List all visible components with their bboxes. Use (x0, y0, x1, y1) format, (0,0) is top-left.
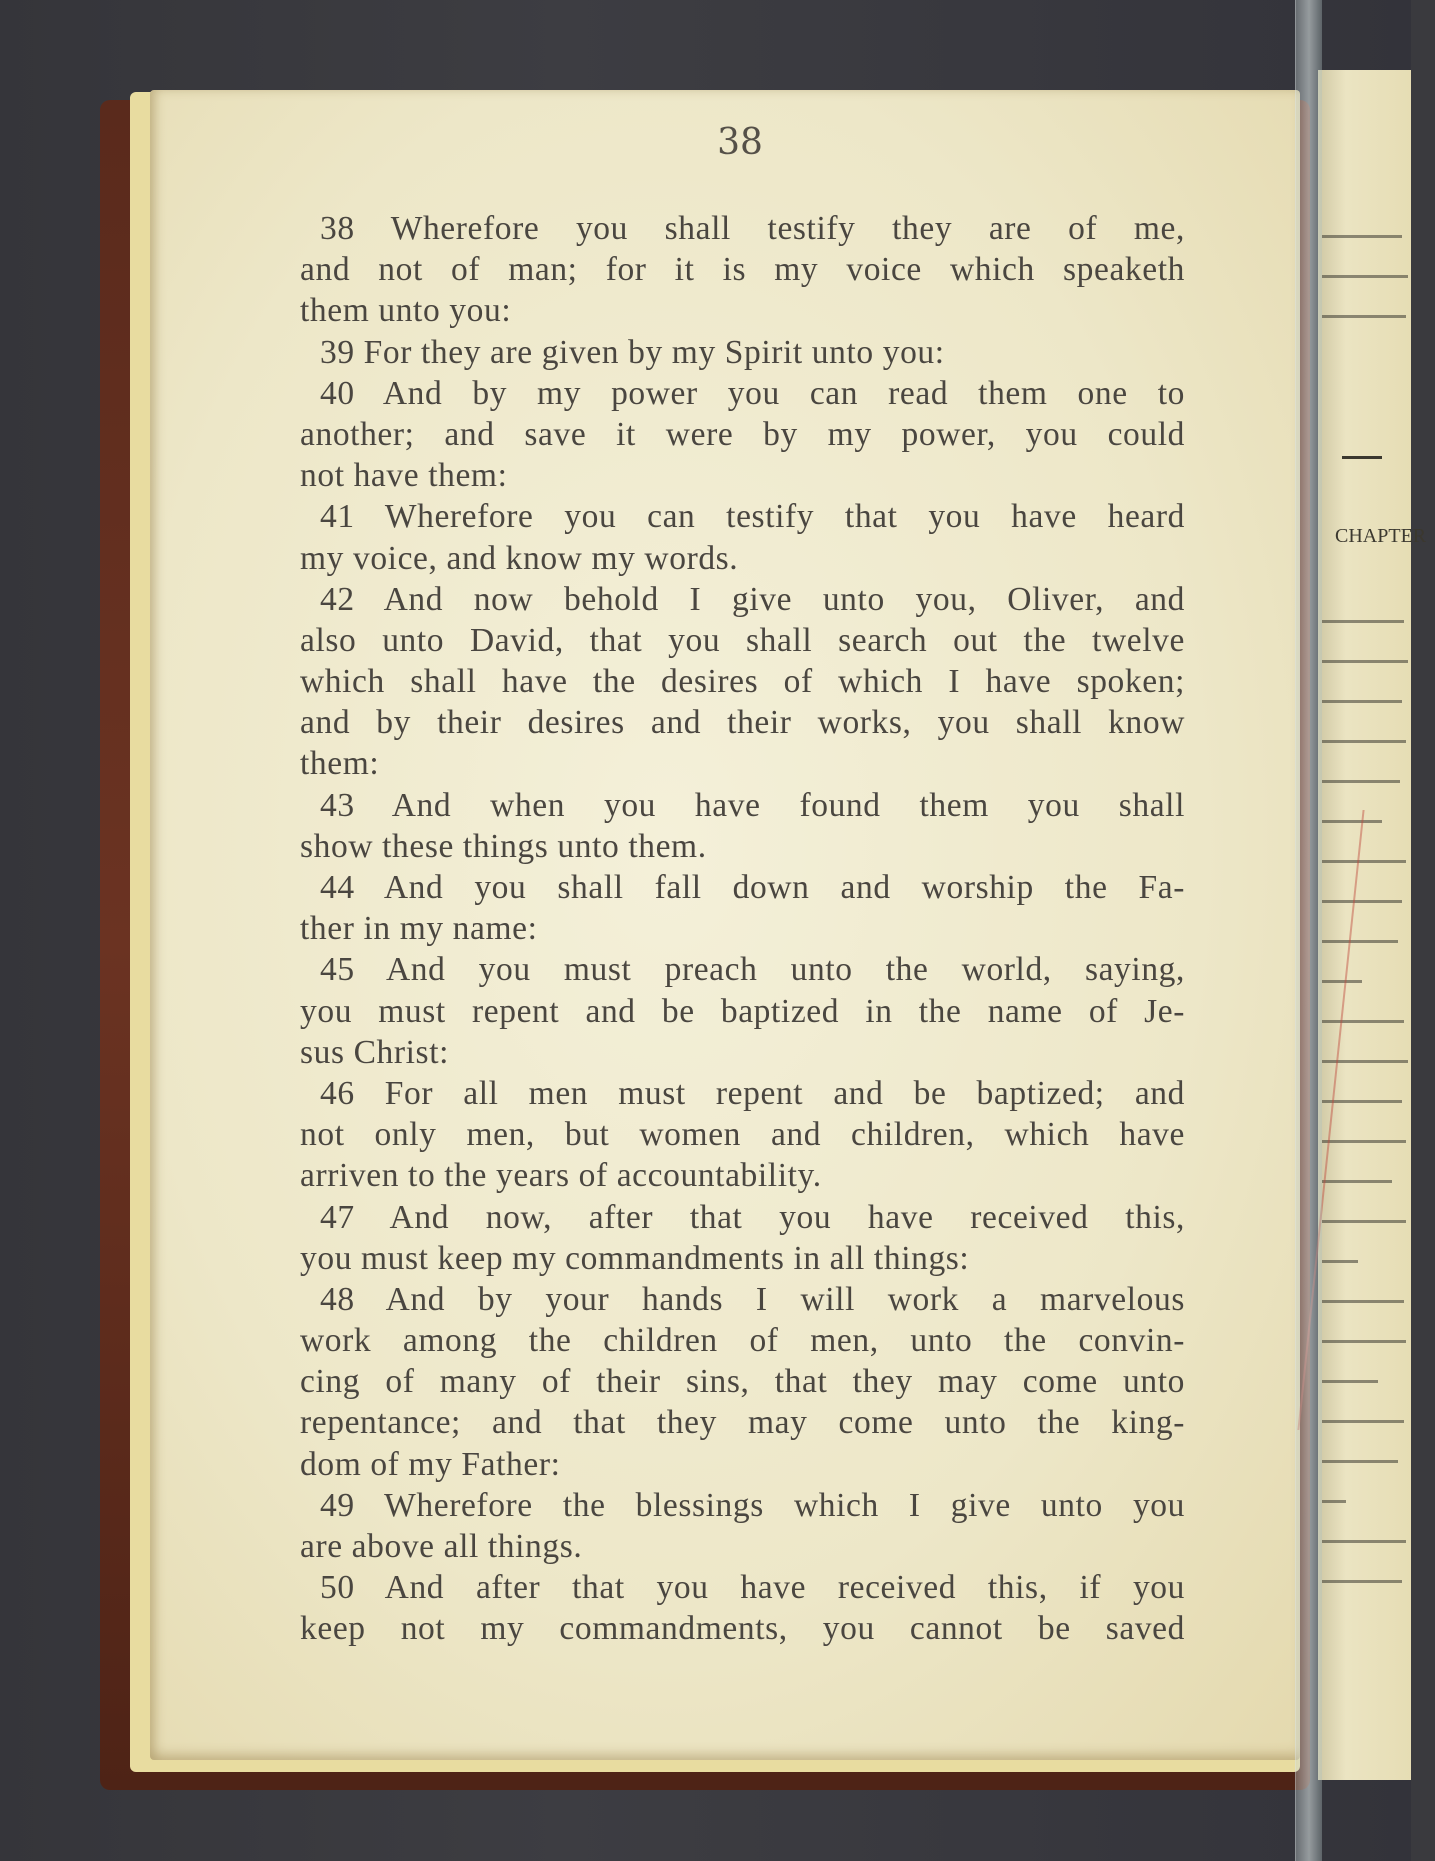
text-line: are above all things. (300, 1528, 583, 1565)
adjacent-page-heading: CHAPTER (1335, 525, 1427, 547)
text-line: 48 And by your hands I will work a marvelous (320, 1280, 1185, 1318)
text-line: 42 And now behold I give unto you, Oliver, and (320, 580, 1185, 618)
text-line: repentance; and that they may come unto the king- (300, 1404, 1185, 1442)
text-line: them: (300, 745, 380, 783)
text-line: 47 And now, after that you have received this, (320, 1198, 1185, 1236)
text-line: not only men, but women and children, which have (300, 1116, 1185, 1154)
text-line: 43 And when you have found them you shall (320, 786, 1185, 824)
text-line: work among the children of men, unto the convin- (300, 1322, 1185, 1360)
text-line: cing of many of their sins, that they may come unto (300, 1363, 1185, 1401)
text-line: you must repent and be baptized in the name of Je- (300, 992, 1185, 1030)
text-line: and by their desires and their works, you shall know (300, 704, 1185, 742)
text-line: which shall have the desires of which I have spoken; (300, 663, 1185, 701)
text-line: 40 And by my power you can read them one to (320, 374, 1185, 412)
text-line: you must keep my commandments in all things: (300, 1239, 970, 1277)
text-line: show these things unto them. (300, 827, 707, 865)
text-line: another; and save it were by my power, you could (300, 415, 1185, 453)
glass-plate-edge (1295, 0, 1322, 1861)
text-line: 50 And after that you have received this, if you (320, 1569, 1185, 1607)
text-line: dom of my Father: (300, 1445, 561, 1483)
text-line: also unto David, that you shall search out the twelve (300, 621, 1185, 659)
page-text (300, 208, 1185, 1650)
text-line: 39 For they are given by my Spirit unto you: (320, 333, 945, 371)
page-number: 38 (717, 122, 763, 163)
text-line: not have them: (300, 457, 508, 495)
adjacent-page-rule (1342, 456, 1382, 459)
text-line: arriven to the years of accountability. (300, 1157, 822, 1195)
text-line: 38 Wherefore you shall testify they are of me, (320, 210, 1185, 247)
text-line: 45 And you must preach unto the world, saying, (320, 951, 1185, 989)
text-line: sus Christ: (300, 1033, 450, 1071)
text-line: them unto you: (300, 292, 512, 330)
text-line: 46 For all men must repent and be baptized; and (320, 1074, 1185, 1112)
text-line: and not of man; for it is my voice which speaketh (300, 251, 1185, 289)
text-line: 49 Wherefore the blessings which I give unto you (320, 1486, 1185, 1524)
text-line: ther in my name: (300, 910, 538, 948)
text-line: my voice, and know my words. (300, 539, 739, 577)
text-line: keep not my commandments, you cannot be saved (300, 1610, 1185, 1648)
text-line: 41 Wherefore you can testify that you have heard (320, 498, 1185, 536)
text-line: 44 And you shall fall down and worship the Fa- (320, 869, 1185, 906)
